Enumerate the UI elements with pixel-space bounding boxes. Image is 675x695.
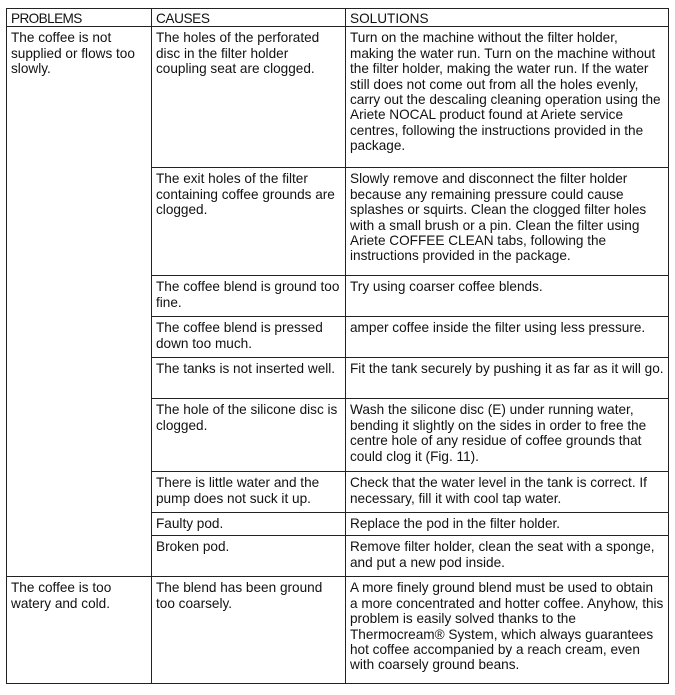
solution-cell: amper coffee inside the filter using less pressure.: [346, 317, 669, 358]
solution-cell: Try using coarser coffee blends.: [346, 276, 669, 317]
cause-cell: The blend has been ground too coarsely.: [152, 577, 346, 684]
header-problems: PROBLEMS: [7, 9, 152, 27]
solution-cell: Fit the tank securely by pushing it as far as it will go.: [346, 358, 669, 399]
troubleshooting-table: [6, 8, 669, 684]
cause-cell: The coffee blend is pressed down too much.: [152, 317, 346, 358]
table-row: [7, 27, 669, 168]
solution-cell: Check that the water level in the tank is correct. If necessary, fill it with cool tap water.: [346, 472, 669, 513]
cause-cell: Faulty pod.: [152, 513, 346, 536]
cause-cell: The coffee blend is ground too fine.: [152, 276, 346, 317]
table-row: [7, 577, 669, 684]
cause-cell: There is little water and the pump does not suck it up.: [152, 472, 346, 513]
solution-cell: Wash the silicone disc (E) under running water, bending it slightly on the sides in order to free the centre hole of any residue of coffee grounds that could clog it (Fig. 11).: [346, 399, 669, 472]
cause-cell: The holes of the perforated disc in the filter holder coupling seat are clogged.: [152, 27, 346, 168]
header-causes: CAUSES: [152, 9, 346, 27]
solution-cell: Remove filter holder, clean the seat with a sponge, and put a new pod inside.: [346, 536, 669, 577]
cause-cell: Broken pod.: [152, 536, 346, 577]
problem-cell: The coffee is not supplied or flows too slowly.: [7, 27, 152, 577]
header-solutions: SOLUTIONS: [346, 9, 669, 27]
solution-cell: Slowly remove and disconnect the filter holder because any remaining pressure could cause splashes or squirts. Clean the clogged filter holes with a small brush or a pin. Clean the filter using Ariete COFFEE CLEAN tabs, following the instructions provided in the package.: [346, 168, 669, 276]
problem-cell: The coffee is too watery and cold.: [7, 577, 152, 684]
solution-cell: Replace the pod in the filter holder.: [346, 513, 669, 536]
cause-cell: The tanks is not inserted well.: [152, 358, 346, 399]
solution-cell: A more finely ground blend must be used to obtain a more concentrated and hotter coffee. Anyhow, this problem is easily solved thanks to the Thermocream® System, which always guarantees hot coffee accompanied by a reach cream, even with coarsely ground beans.: [346, 577, 669, 684]
solution-cell: Turn on the machine without the filter holder, making the water run. Turn on the machine without the filter holder, making the water run. If the water still does not come out from all the holes evenly, carry out the descaling cleaning operation using the Ariete NOCAL product found at Ariete service centres, following the instructions provided in the package.: [346, 27, 669, 168]
cause-cell: The hole of the silicone disc is clogged.: [152, 399, 346, 472]
cause-cell: The exit holes of the filter containing coffee grounds are clogged.: [152, 168, 346, 276]
header-row: [7, 9, 669, 27]
